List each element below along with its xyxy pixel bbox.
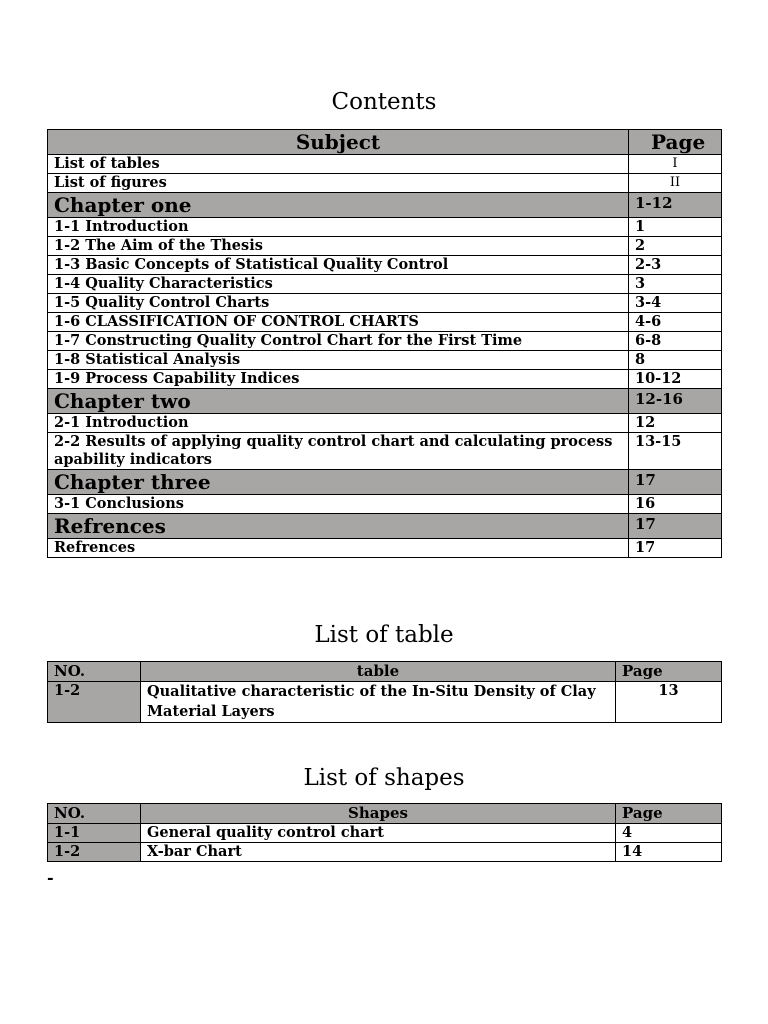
contents-subject: 2-1 Introduction bbox=[48, 414, 629, 433]
subject-header: Subject bbox=[48, 130, 629, 155]
contents-page: 2-3 bbox=[629, 256, 722, 275]
contents-page: 6-8 bbox=[629, 332, 722, 351]
contents-page: II bbox=[629, 174, 722, 193]
chapter-row bbox=[48, 470, 722, 495]
contents-page: 17 bbox=[629, 539, 722, 558]
contents-subject: 1-8 Statistical Analysis bbox=[48, 351, 629, 370]
shape-row bbox=[48, 824, 722, 843]
chapter-row bbox=[48, 514, 722, 539]
contents-row bbox=[48, 155, 722, 174]
contents-row bbox=[48, 414, 722, 433]
shapes-header: Shapes bbox=[141, 804, 616, 824]
contents-page: 8 bbox=[629, 351, 722, 370]
list-of-shapes-header-row bbox=[48, 804, 722, 824]
contents-row bbox=[48, 332, 722, 351]
contents-subject: 1-7 Constructing Quality Control Chart for the First Time bbox=[48, 332, 629, 351]
shape-row-no: 1-2 bbox=[48, 843, 141, 862]
contents-row bbox=[48, 275, 722, 294]
chapter-row bbox=[48, 389, 722, 414]
contents-row bbox=[48, 433, 722, 470]
contents-row bbox=[48, 237, 722, 256]
shape-row bbox=[48, 843, 722, 862]
contents-subject: 1-3 Basic Concepts of Statistical Quality Control bbox=[48, 256, 629, 275]
contents-page: 10-12 bbox=[629, 370, 722, 389]
contents-subject: 3-1 Conclusions bbox=[48, 495, 629, 514]
shape-row-page: 14 bbox=[616, 843, 722, 862]
table-row-no: 1-2 bbox=[48, 682, 141, 723]
chapter-page: 17 bbox=[629, 514, 722, 539]
contents-page: 3-4 bbox=[629, 294, 722, 313]
contents-row bbox=[48, 313, 722, 332]
page-header: Page bbox=[616, 662, 722, 682]
chapter-row bbox=[48, 193, 722, 218]
table-row bbox=[48, 682, 722, 723]
page-header: Page bbox=[629, 130, 722, 155]
contents-row bbox=[48, 218, 722, 237]
list-of-table-title: List of table bbox=[314, 622, 454, 648]
table-row-page: 13 bbox=[616, 682, 722, 723]
contents-title: Contents bbox=[331, 89, 437, 115]
contents-page: 2 bbox=[629, 237, 722, 256]
page-header: Page bbox=[616, 804, 722, 824]
no-header: NO. bbox=[48, 804, 141, 824]
contents-subject: List of tables bbox=[48, 155, 629, 174]
contents-subject: 1-9 Process Capability Indices bbox=[48, 370, 629, 389]
trailing-mark: - bbox=[47, 868, 54, 887]
table-header: table bbox=[141, 662, 616, 682]
contents-subject: 1-4 Quality Characteristics bbox=[48, 275, 629, 294]
contents-table bbox=[47, 129, 722, 558]
contents-page: 4-6 bbox=[629, 313, 722, 332]
contents-subject: 2-2 Results of applying quality control chart and calculating process apability indicators bbox=[48, 433, 629, 470]
contents-subject: 1-6 CLASSIFICATION OF CONTROL CHARTS bbox=[48, 313, 629, 332]
chapter-page: 1-12 bbox=[629, 193, 722, 218]
contents-row bbox=[48, 495, 722, 514]
list-of-shapes-title: List of shapes bbox=[303, 765, 465, 791]
contents-header-row bbox=[48, 130, 722, 155]
contents-row bbox=[48, 294, 722, 313]
list-of-table-header-row bbox=[48, 662, 722, 682]
chapter-page: 12-16 bbox=[629, 389, 722, 414]
contents-page: 13-15 bbox=[629, 433, 722, 470]
table-row-name: Qualitative characteristic of the In-Situ Density of Clay Material Layers bbox=[141, 682, 616, 723]
contents-page: 3 bbox=[629, 275, 722, 294]
chapter-title: Chapter three bbox=[48, 470, 629, 495]
contents-page: 16 bbox=[629, 495, 722, 514]
chapter-title: Chapter one bbox=[48, 193, 629, 218]
list-of-shapes-table bbox=[47, 803, 722, 862]
contents-page: 1 bbox=[629, 218, 722, 237]
contents-page: 12 bbox=[629, 414, 722, 433]
contents-row bbox=[48, 256, 722, 275]
contents-row bbox=[48, 539, 722, 558]
list-of-table-table bbox=[47, 661, 722, 723]
contents-body bbox=[48, 155, 722, 558]
no-header: NO. bbox=[48, 662, 141, 682]
shape-row-page: 4 bbox=[616, 824, 722, 843]
contents-subject: List of figures bbox=[48, 174, 629, 193]
contents-row bbox=[48, 174, 722, 193]
shape-row-no: 1-1 bbox=[48, 824, 141, 843]
contents-subject: 1-1 Introduction bbox=[48, 218, 629, 237]
contents-row bbox=[48, 351, 722, 370]
contents-row bbox=[48, 370, 722, 389]
contents-page: I bbox=[629, 155, 722, 174]
contents-subject: 1-5 Quality Control Charts bbox=[48, 294, 629, 313]
shape-row-name: General quality control chart bbox=[141, 824, 616, 843]
contents-subject: 1-2 The Aim of the Thesis bbox=[48, 237, 629, 256]
chapter-title: Chapter two bbox=[48, 389, 629, 414]
chapter-title: Refrences bbox=[48, 514, 629, 539]
shape-row-name: X-bar Chart bbox=[141, 843, 616, 862]
chapter-page: 17 bbox=[629, 470, 722, 495]
contents-subject: Refrences bbox=[48, 539, 629, 558]
